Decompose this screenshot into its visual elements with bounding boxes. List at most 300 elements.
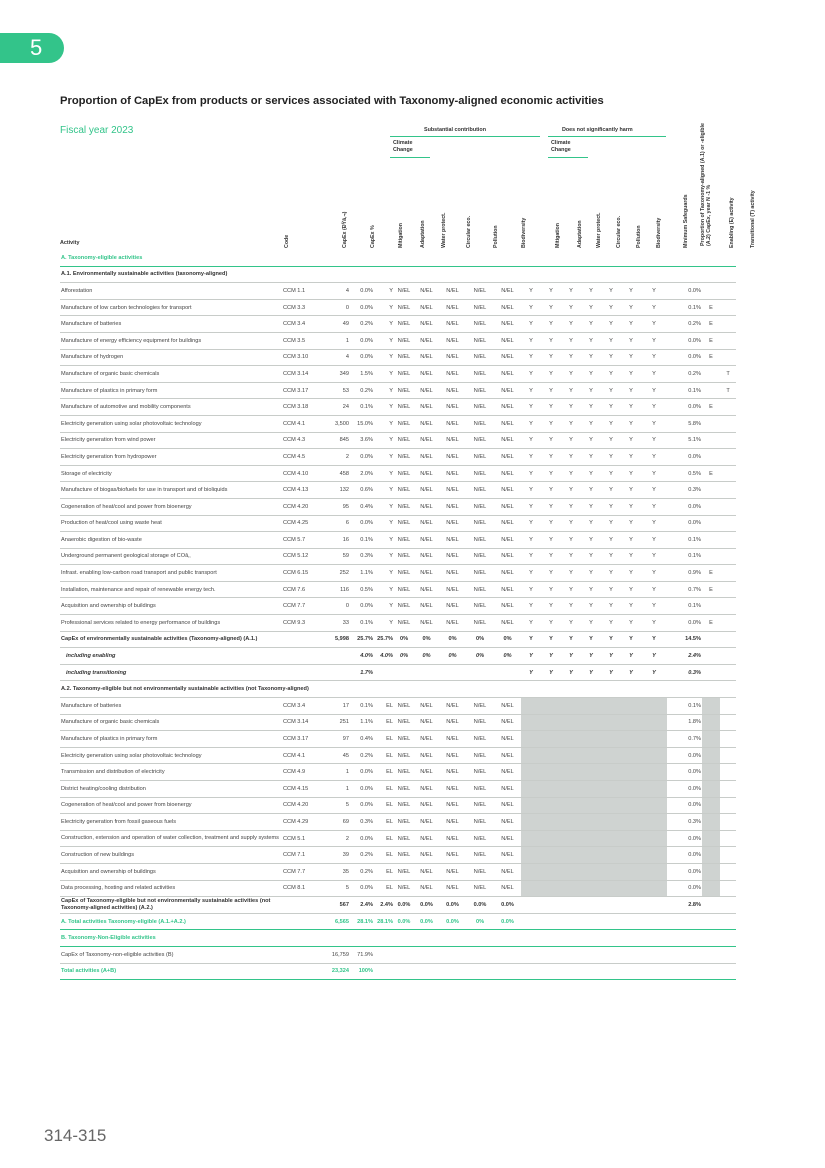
value-cell <box>561 781 581 798</box>
value-cell: 2.0% <box>350 465 374 482</box>
value-cell: N/EL <box>414 515 439 532</box>
value-cell <box>621 747 641 764</box>
value-cell: N/EL <box>494 797 521 814</box>
value-cell: EL <box>374 714 394 731</box>
col-header-sc-adaptation: Adaptation <box>420 220 426 248</box>
value-cell: N/EL <box>466 581 494 598</box>
value-cell <box>641 764 667 781</box>
value-cell: 0% <box>466 648 494 665</box>
value-cell: Y <box>581 664 601 681</box>
value-cell: EL <box>374 731 394 748</box>
value-cell <box>541 946 561 963</box>
value-cell: N/EL <box>494 615 521 632</box>
value-cell <box>641 946 667 963</box>
value-cell: N/EL <box>394 615 414 632</box>
table-row <box>60 581 736 598</box>
value-cell: N/EL <box>439 565 466 582</box>
value-cell: N/EL <box>466 498 494 515</box>
value-cell: N/EL <box>494 399 521 416</box>
value-cell: 0.1% <box>350 532 374 549</box>
activity-cell: Underground permanent geological storage of COâ‚‚ <box>60 548 282 565</box>
value-cell <box>621 847 641 864</box>
value-cell: 0.9% <box>667 565 702 582</box>
code-cell: CCM 4.5 <box>282 449 322 466</box>
value-cell: N/EL <box>494 847 521 864</box>
table-row <box>60 449 736 466</box>
value-cell: Y <box>561 316 581 333</box>
value-cell: Y <box>581 415 601 432</box>
value-cell <box>702 747 720 764</box>
value-cell <box>720 963 736 980</box>
value-cell: Y <box>561 349 581 366</box>
value-cell <box>621 863 641 880</box>
value-cell: Y <box>641 581 667 598</box>
value-cell <box>720 316 736 333</box>
value-cell: 567 <box>322 897 350 914</box>
value-cell: Y <box>521 299 541 316</box>
value-cell: N/EL <box>466 432 494 449</box>
value-cell: 0.2% <box>667 366 702 383</box>
value-cell: Y <box>601 399 621 416</box>
value-cell <box>521 847 541 864</box>
value-cell: N/EL <box>466 731 494 748</box>
value-cell <box>521 698 541 715</box>
value-cell: N/EL <box>466 615 494 632</box>
value-cell <box>601 797 621 814</box>
value-cell: Y <box>641 598 667 615</box>
value-cell: 0.0% <box>350 830 374 847</box>
value-cell <box>414 963 439 980</box>
value-cell <box>541 880 561 897</box>
value-cell <box>561 698 581 715</box>
value-cell: N/EL <box>466 532 494 549</box>
value-cell <box>601 747 621 764</box>
value-cell <box>541 963 561 980</box>
value-cell: EL <box>374 863 394 880</box>
value-cell: Y <box>374 382 394 399</box>
value-cell: N/EL <box>466 764 494 781</box>
activity-cell: Manufacture of biogas/biofuels for use in transport and of bioliquids <box>60 482 282 499</box>
page-number: 314-315 <box>44 1126 107 1145</box>
value-cell: N/EL <box>439 698 466 715</box>
value-cell: N/EL <box>394 781 414 798</box>
table-row <box>60 963 736 980</box>
value-cell <box>641 897 667 914</box>
value-cell: 6 <box>322 515 350 532</box>
value-cell <box>581 913 601 930</box>
activity-cell: Manufacture of low carbon technologies for transport <box>60 299 282 316</box>
table-row <box>60 946 736 963</box>
code-cell: CCM 3.17 <box>282 731 322 748</box>
value-cell <box>521 946 541 963</box>
code-cell: CCM 7.6 <box>282 581 322 598</box>
value-cell: T <box>720 382 736 399</box>
table-row <box>60 432 736 449</box>
value-cell: 0.2% <box>350 847 374 864</box>
col-header-sc-circular: Circular eco. <box>466 215 472 248</box>
value-cell: Y <box>581 449 601 466</box>
header-climate-change-dnsh: Climate Change <box>551 140 571 153</box>
value-cell <box>720 946 736 963</box>
value-cell: Y <box>541 332 561 349</box>
value-cell: N/EL <box>394 515 414 532</box>
header-dnsh: Does not significantly harm <box>562 127 633 133</box>
value-cell <box>720 714 736 731</box>
value-cell: Y <box>621 465 641 482</box>
value-cell: Y <box>561 664 581 681</box>
value-cell: E <box>702 332 720 349</box>
value-cell: Y <box>541 615 561 632</box>
code-cell: CCM 4.29 <box>282 814 322 831</box>
value-cell: N/EL <box>466 830 494 847</box>
value-cell <box>561 714 581 731</box>
value-cell: N/EL <box>494 415 521 432</box>
value-cell: 0.3% <box>350 548 374 565</box>
value-cell: N/EL <box>494 283 521 300</box>
col-header-minimum-safeguards: Minimum Safeguards <box>683 194 689 248</box>
value-cell: 3.6% <box>350 432 374 449</box>
value-cell: N/EL <box>494 830 521 847</box>
value-cell <box>702 714 720 731</box>
value-cell: N/EL <box>494 449 521 466</box>
value-cell: 0.0% <box>494 913 521 930</box>
value-cell <box>667 913 702 930</box>
value-cell: Y <box>601 465 621 482</box>
value-cell: Y <box>601 598 621 615</box>
value-cell <box>641 731 667 748</box>
value-cell: Y <box>641 565 667 582</box>
value-cell <box>702 498 720 515</box>
value-cell: 845 <box>322 432 350 449</box>
value-cell: Y <box>621 482 641 499</box>
activity-cell: Manufacture of plastics in primary form <box>60 731 282 748</box>
value-cell: 5 <box>322 880 350 897</box>
value-cell: 0.0% <box>667 880 702 897</box>
value-cell: N/EL <box>394 415 414 432</box>
value-cell <box>720 897 736 914</box>
value-cell <box>394 963 414 980</box>
value-cell: 0.4% <box>350 498 374 515</box>
value-cell <box>702 482 720 499</box>
value-cell: Y <box>541 299 561 316</box>
value-cell: Y <box>581 349 601 366</box>
value-cell: Y <box>601 648 621 665</box>
col-header-dnsh-mitigation: Mitigation <box>555 222 561 248</box>
value-cell: 0.1% <box>667 299 702 316</box>
value-cell: Y <box>641 548 667 565</box>
value-cell: Y <box>541 349 561 366</box>
value-cell: 0.0% <box>439 897 466 914</box>
value-cell <box>720 781 736 798</box>
value-cell: 95 <box>322 498 350 515</box>
value-cell: Y <box>561 465 581 482</box>
value-cell: Y <box>521 415 541 432</box>
value-cell <box>702 283 720 300</box>
value-cell: Y <box>541 415 561 432</box>
value-cell: EL <box>374 698 394 715</box>
value-cell: 0.3% <box>667 664 702 681</box>
value-cell: Y <box>541 515 561 532</box>
activity-cell: Anaerobic digestion of bio-waste <box>60 532 282 549</box>
value-cell: Y <box>601 565 621 582</box>
value-cell <box>667 946 702 963</box>
table-row <box>60 266 736 283</box>
value-cell: 14.5% <box>667 631 702 648</box>
value-cell: N/EL <box>439 880 466 897</box>
value-cell: N/EL <box>439 465 466 482</box>
activity-cell: Manufacture of energy efficiency equipment for buildings <box>60 332 282 349</box>
value-cell: Y <box>581 316 601 333</box>
value-cell: 5.1% <box>667 432 702 449</box>
value-cell: EL <box>374 781 394 798</box>
col-header-dnsh-adaptation: Adaptation <box>577 220 583 248</box>
value-cell: N/EL <box>394 764 414 781</box>
value-cell <box>702 797 720 814</box>
value-cell: Y <box>541 548 561 565</box>
col-header-dnsh-water: Water protect. <box>596 212 602 248</box>
value-cell <box>720 565 736 582</box>
value-cell <box>702 548 720 565</box>
code-cell: CCM 4.1 <box>282 747 322 764</box>
value-cell: Y <box>601 382 621 399</box>
col-header-code: Code <box>284 234 290 248</box>
value-cell: 0% <box>466 631 494 648</box>
value-cell <box>720 299 736 316</box>
value-cell: N/EL <box>394 814 414 831</box>
value-cell <box>641 963 667 980</box>
value-cell <box>414 946 439 963</box>
value-cell: Y <box>521 366 541 383</box>
value-cell: 0.0% <box>667 498 702 515</box>
fiscal-year: Fiscal year 2023 <box>60 125 134 136</box>
value-cell <box>521 963 541 980</box>
value-cell: N/EL <box>466 465 494 482</box>
value-cell <box>494 963 521 980</box>
value-cell <box>581 747 601 764</box>
value-cell: Y <box>581 482 601 499</box>
value-cell: N/EL <box>466 316 494 333</box>
value-cell: N/EL <box>394 299 414 316</box>
table-row <box>60 415 736 432</box>
code-cell <box>282 946 322 963</box>
value-cell: 0.2% <box>350 382 374 399</box>
value-cell: Y <box>541 316 561 333</box>
value-cell: Y <box>541 432 561 449</box>
value-cell: N/EL <box>394 565 414 582</box>
value-cell: 0.0% <box>667 781 702 798</box>
value-cell: 2 <box>322 830 350 847</box>
value-cell <box>702 664 720 681</box>
value-cell <box>581 714 601 731</box>
value-cell: N/EL <box>494 581 521 598</box>
value-cell <box>621 781 641 798</box>
value-cell: 4.0% <box>350 648 374 665</box>
value-cell: Y <box>561 332 581 349</box>
value-cell <box>601 781 621 798</box>
activity-cell: Construction, extension and operation of water collection, treatment and supply systems <box>60 830 282 847</box>
value-cell: N/EL <box>439 598 466 615</box>
value-cell: Y <box>561 565 581 582</box>
value-cell <box>439 946 466 963</box>
value-cell: Y <box>641 482 667 499</box>
value-cell: Y <box>521 615 541 632</box>
value-cell <box>561 913 581 930</box>
value-cell: 49 <box>322 316 350 333</box>
value-cell: N/EL <box>494 382 521 399</box>
value-cell: 0.1% <box>667 698 702 715</box>
value-cell: Y <box>601 498 621 515</box>
value-cell: 349 <box>322 366 350 383</box>
value-cell: Y <box>561 449 581 466</box>
value-cell: Y <box>541 498 561 515</box>
col-header-sc-biodiversity: Biodiversity <box>521 217 527 248</box>
value-cell: 0% <box>414 631 439 648</box>
value-cell: 0.0% <box>667 615 702 632</box>
value-cell: Y <box>621 515 641 532</box>
value-cell <box>621 897 641 914</box>
value-cell: N/EL <box>394 747 414 764</box>
value-cell: 28.1% <box>374 913 394 930</box>
value-cell: E <box>702 465 720 482</box>
value-cell: 0.1% <box>667 548 702 565</box>
value-cell: N/EL <box>466 366 494 383</box>
value-cell: 0.1% <box>667 382 702 399</box>
value-cell: Y <box>641 332 667 349</box>
value-cell: Y <box>541 382 561 399</box>
value-cell: 100% <box>350 963 374 980</box>
value-cell: N/EL <box>466 515 494 532</box>
value-cell <box>541 731 561 748</box>
value-cell <box>541 747 561 764</box>
code-cell: CCM 7.7 <box>282 863 322 880</box>
value-cell: Y <box>601 415 621 432</box>
header-climate-change-sc: Climate Change <box>393 140 413 153</box>
value-cell: 5.8% <box>667 415 702 432</box>
value-cell: 23,324 <box>322 963 350 980</box>
value-cell: N/EL <box>394 698 414 715</box>
code-cell <box>282 631 322 648</box>
value-cell: 35 <box>322 863 350 880</box>
value-cell: Y <box>621 548 641 565</box>
value-cell <box>720 598 736 615</box>
value-cell: 1 <box>322 764 350 781</box>
value-cell: Y <box>621 432 641 449</box>
value-cell: 0.0% <box>350 797 374 814</box>
value-cell <box>702 764 720 781</box>
value-cell: N/EL <box>414 316 439 333</box>
value-cell: Y <box>541 465 561 482</box>
value-cell <box>720 581 736 598</box>
value-cell: Y <box>541 449 561 466</box>
value-cell <box>621 830 641 847</box>
value-cell <box>641 781 667 798</box>
value-cell <box>702 913 720 930</box>
activity-cell: Manufacture of batteries <box>60 698 282 715</box>
value-cell: Y <box>521 664 541 681</box>
activity-cell: Construction of new buildings <box>60 847 282 864</box>
value-cell: 0.0% <box>667 797 702 814</box>
value-cell <box>720 698 736 715</box>
table-row <box>60 797 736 814</box>
value-cell <box>720 332 736 349</box>
table-row <box>60 698 736 715</box>
value-cell: N/EL <box>439 482 466 499</box>
value-cell <box>720 913 736 930</box>
value-cell: N/EL <box>494 498 521 515</box>
value-cell: 0% <box>414 648 439 665</box>
value-cell <box>601 913 621 930</box>
value-cell: 0.0% <box>350 515 374 532</box>
value-cell: 0 <box>322 598 350 615</box>
value-cell <box>541 830 561 847</box>
value-cell: N/EL <box>466 399 494 416</box>
value-cell <box>702 830 720 847</box>
value-cell: N/EL <box>494 698 521 715</box>
value-cell: N/EL <box>466 847 494 864</box>
value-cell: N/EL <box>439 332 466 349</box>
value-cell: N/EL <box>439 299 466 316</box>
value-cell: N/EL <box>394 714 414 731</box>
value-cell: 0.1% <box>667 532 702 549</box>
value-cell: Y <box>621 283 641 300</box>
value-cell: Y <box>621 598 641 615</box>
value-cell: 24 <box>322 399 350 416</box>
value-cell <box>702 863 720 880</box>
value-cell <box>621 714 641 731</box>
value-cell <box>394 664 414 681</box>
value-cell: 0.0% <box>350 880 374 897</box>
value-cell: Y <box>601 631 621 648</box>
value-cell <box>541 863 561 880</box>
value-cell: N/EL <box>494 515 521 532</box>
value-cell: N/EL <box>439 283 466 300</box>
value-cell: Y <box>374 548 394 565</box>
value-cell: 0.2% <box>350 747 374 764</box>
value-cell: Y <box>621 498 641 515</box>
code-cell: CCM 5.7 <box>282 532 322 549</box>
value-cell: 0.0% <box>350 781 374 798</box>
value-cell: N/EL <box>439 415 466 432</box>
value-cell: Y <box>374 399 394 416</box>
value-cell: Y <box>541 283 561 300</box>
value-cell: Y <box>374 482 394 499</box>
code-cell <box>282 963 322 980</box>
value-cell: N/EL <box>394 498 414 515</box>
value-cell: N/EL <box>394 432 414 449</box>
table-row <box>60 681 736 698</box>
value-cell: N/EL <box>439 764 466 781</box>
value-cell <box>466 963 494 980</box>
value-cell: 4 <box>322 349 350 366</box>
value-cell: N/EL <box>394 482 414 499</box>
value-cell: 5 <box>322 797 350 814</box>
value-cell <box>702 880 720 897</box>
value-cell <box>561 863 581 880</box>
value-cell <box>702 963 720 980</box>
value-cell: N/EL <box>414 731 439 748</box>
activity-cell: Acquisition and ownership of buildings <box>60 863 282 880</box>
value-cell: N/EL <box>466 332 494 349</box>
value-cell <box>720 631 736 648</box>
value-cell: 1 <box>322 781 350 798</box>
value-cell: E <box>702 349 720 366</box>
value-cell: N/EL <box>466 863 494 880</box>
value-cell <box>621 797 641 814</box>
value-cell: N/EL <box>466 781 494 798</box>
value-cell: 0.0% <box>350 299 374 316</box>
value-cell: 0.0% <box>667 747 702 764</box>
value-cell: 0% <box>394 631 414 648</box>
